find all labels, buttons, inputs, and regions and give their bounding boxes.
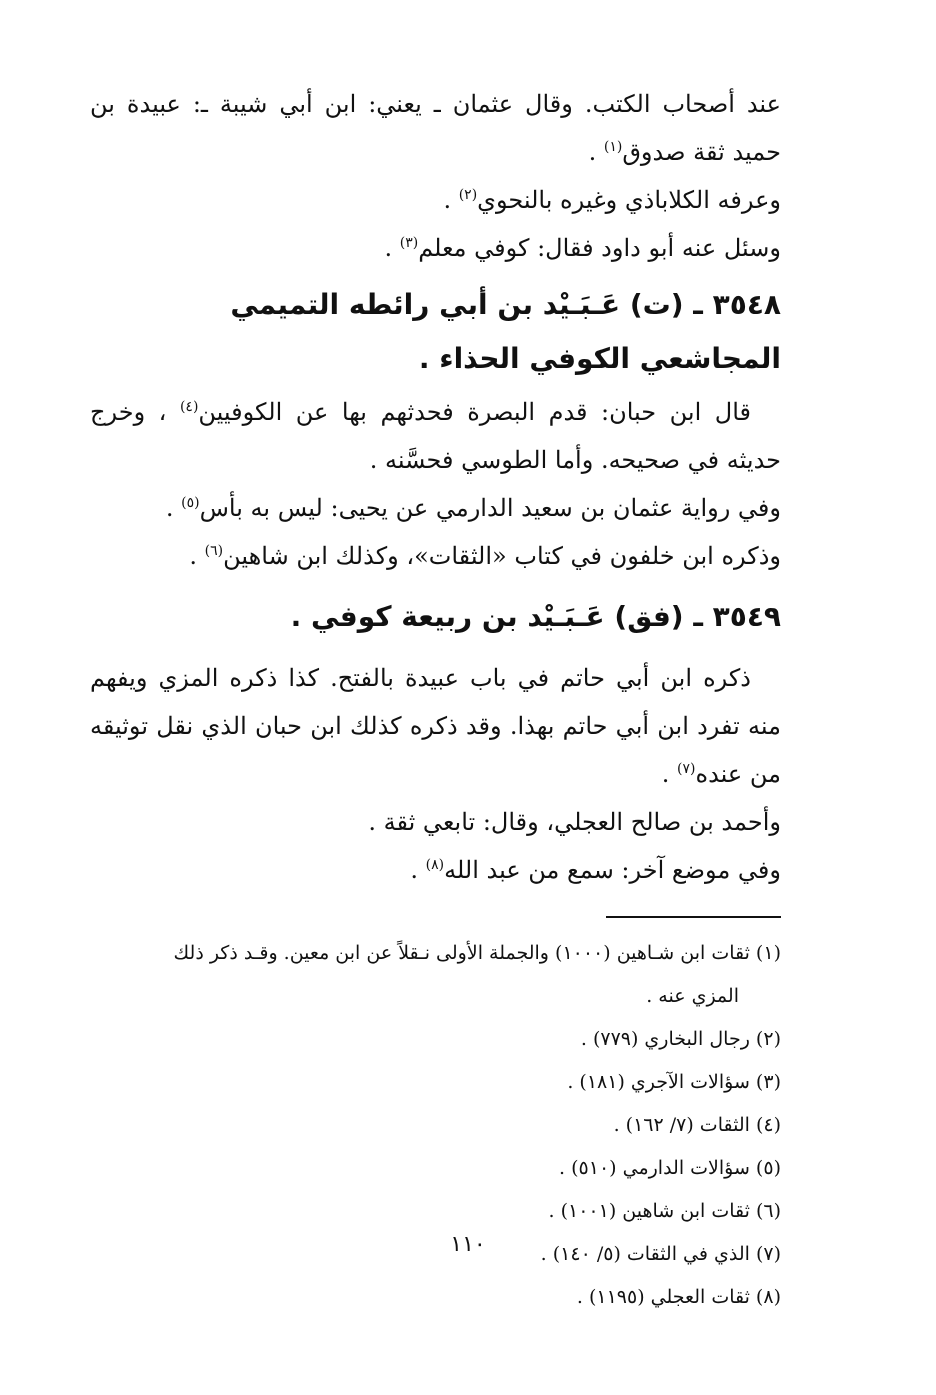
footnote-ref-8: (٨) bbox=[425, 857, 445, 873]
paragraph-6-end: . bbox=[189, 542, 205, 570]
paragraph-4-text: قال ابن حبان: قدم البصرة فحدثهم بها عن الكوفيين bbox=[198, 398, 751, 426]
paragraph-3 bbox=[90, 224, 781, 272]
paragraph-4 bbox=[90, 388, 781, 484]
paragraph-2-end: . bbox=[443, 186, 459, 214]
paragraph-5-end: . bbox=[165, 494, 182, 522]
footnotes bbox=[90, 932, 781, 1319]
footnote-ref-7: (٧) bbox=[677, 761, 696, 777]
paragraph-1-text: عند أصحاب الكتب. وقال عثمان ـ يعني: ابن أبي شيبة ـ: عبيدة بن حميد ثقة صدوق bbox=[90, 90, 781, 166]
paragraph-1 bbox=[90, 80, 781, 176]
paragraph-6 bbox=[90, 532, 781, 580]
footnote-4: (٤) الثقات (٧/ ١٦٢) . bbox=[613, 1114, 781, 1136]
footnote-ref-3: (٣) bbox=[399, 235, 419, 251]
footnote-8: (٨) ثقات العجلي (١١٩٥) . bbox=[576, 1286, 781, 1308]
paragraph-3-end: . bbox=[384, 234, 400, 262]
footnote-2: (٢) رجال البخاري (٧٧٩) . bbox=[580, 1028, 781, 1050]
paragraph-7 bbox=[90, 654, 781, 798]
paragraph-7-end: . bbox=[661, 760, 678, 788]
paragraph-8 bbox=[90, 798, 781, 846]
footnote-1: (١) ثقات ابن شـاهين (١٠٠٠) والجملة الأولى نـقلاً عن ابن معين. وقـد ذكر ذلك bbox=[173, 942, 781, 964]
paragraph-2 bbox=[90, 176, 781, 224]
paragraph-3-text: وسئل عنه أبو داود فقال: كوفي معلم bbox=[418, 234, 781, 262]
footnote-ref-5: (٥) bbox=[181, 495, 200, 511]
paragraph-5 bbox=[90, 484, 781, 532]
paragraph-4-continuation: ، وخرج حديثه في صحيحه. وأما الطوسي فحسَّنه . bbox=[90, 398, 781, 474]
paragraph-5-text: وفي رواية عثمان بن سعيد الدارمي عن يحيى: ليس به بأس bbox=[199, 494, 781, 522]
footnote-6: (٦) ثقات ابن شاهين (١٠٠١) . bbox=[548, 1200, 781, 1222]
footnote-divider bbox=[606, 916, 781, 918]
page-number: ١١٠ bbox=[450, 1232, 486, 1257]
paragraph-9-text: وفي موضع آخر: سمع من عبد الله bbox=[444, 856, 781, 884]
entry-heading-3548: ٣٥٤٨ ـ (ت) عَـبَـيْد بن أبي رائطه التميمي المجاشعي الكوفي الحذاء . bbox=[230, 288, 781, 375]
footnote-ref-1: (١) bbox=[603, 139, 623, 155]
paragraph-1-end: . bbox=[588, 138, 604, 166]
paragraph-9 bbox=[90, 846, 781, 894]
paragraph-2-text: وعرفه الكلاباذي وغيره بالنحوي bbox=[477, 186, 781, 214]
footnote-7: (٧) الذي في الثقات (٥/ ١٤٠) . bbox=[540, 1243, 781, 1265]
paragraph-9-end: . bbox=[410, 856, 426, 884]
footnote-5: (٥) سؤالات الدارمي (٥١٠) . bbox=[559, 1157, 781, 1179]
footnote-ref-2: (٢) bbox=[458, 187, 478, 203]
footnote-1-continuation: المزي عنه . bbox=[646, 985, 739, 1007]
footnote-ref-6: (٦) bbox=[204, 543, 224, 559]
paragraph-7-text: ذكره ابن أبي حاتم في باب عبيدة بالفتح. كذا ذكره المزي ويفهم منه تفرد ابن أبي حاتم بهذا. وقد ذكره كذلك ابن حبان الذي نقل توثيقه من عنده bbox=[90, 664, 781, 788]
paragraph-8-text: وأحمد بن صالح العجلي، وقال: تابعي ثقة . bbox=[368, 808, 781, 836]
footnote-3: (٣) سؤالات الآجري (١٨١) . bbox=[567, 1071, 781, 1093]
footnote-ref-4: (٤) bbox=[179, 399, 199, 415]
entry-heading-3549: ٣٥٤٩ ـ (فق) عَـبَـيْد بن ربيعة كوفي . bbox=[290, 600, 781, 633]
paragraph-6-text: وذكره ابن خلفون في كتاب «الثقات»، وكذلك ابن شاهين bbox=[223, 542, 781, 570]
